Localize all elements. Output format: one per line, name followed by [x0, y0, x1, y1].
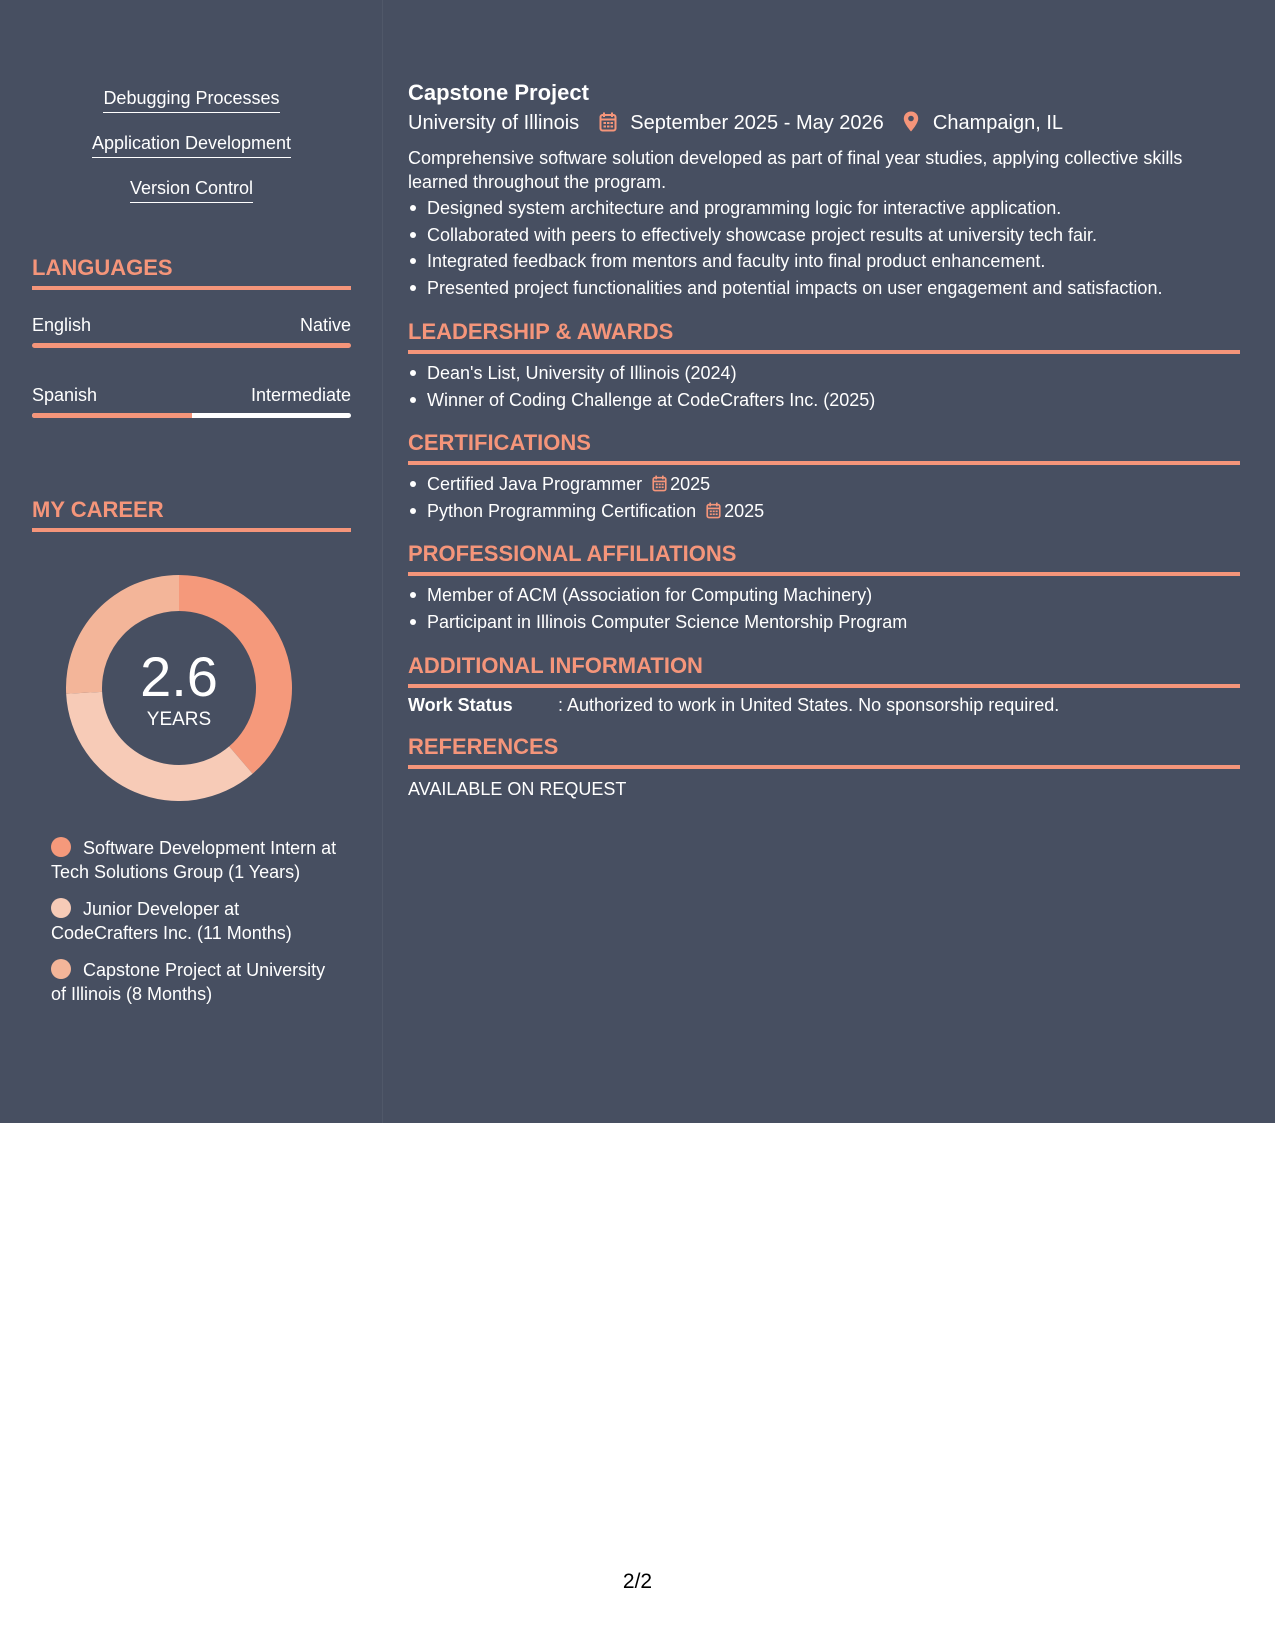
leadership-heading: LEADERSHIP & AWARDS	[408, 318, 1240, 354]
skill-label: Debugging Processes	[103, 86, 279, 113]
language-level: Native	[299, 315, 351, 335]
certification-name: Python Programming Certification	[427, 500, 697, 521]
list-item: Collaborated with peers to effectively showcase project results at university tech fair.	[408, 222, 1162, 249]
calendar-icon	[652, 475, 667, 492]
list-item	[408, 498, 764, 525]
legend-item	[51, 958, 341, 1006]
legend-dot	[51, 837, 71, 857]
certification-date	[706, 498, 764, 525]
location-pin-icon	[903, 111, 919, 139]
legend-label: Software Development Intern at Tech Solutions Group (1 Years)	[51, 838, 337, 882]
list-item: Designed system architecture and programming logic for interactive application.	[408, 195, 1162, 222]
work-status-label: Work Status	[408, 695, 513, 715]
certification-date	[652, 471, 710, 498]
page-number: 2/2	[622, 1570, 653, 1593]
project-bullets	[408, 195, 1162, 301]
career-total: 2.6	[140, 645, 218, 708]
language-bar-fill	[32, 413, 192, 418]
list-item: Winner of Coding Challenge at CodeCrafters Inc. (2025)	[408, 387, 875, 414]
legend-label: Junior Developer at CodeCrafters Inc. (11 Months)	[51, 899, 292, 943]
work-status-value: : Authorized to work in United States. No sponsorship required.	[558, 695, 1060, 715]
career-heading: MY CAREER	[32, 496, 351, 532]
certification-year: 2025	[724, 500, 765, 521]
language-name: English	[32, 315, 92, 335]
list-item: Participant in Illinois Computer Science Mentorship Program	[408, 609, 907, 636]
work-status-row	[408, 693, 1059, 717]
legend-item	[51, 897, 341, 945]
sidebar	[0, 0, 383, 1123]
project-organization: University of Illinois	[408, 112, 580, 134]
career-donut-chart	[66, 575, 292, 801]
list-item	[408, 471, 764, 498]
list-item: Presented project functionalities and potential impacts on user engagement and satisfaction.	[408, 275, 1162, 302]
calendar-icon	[706, 502, 721, 519]
legend-item	[51, 836, 341, 884]
languages-heading: LANGUAGES	[32, 254, 351, 290]
language-row-spanish	[32, 383, 351, 407]
legend-dot	[51, 959, 71, 979]
skill-label: Version Control	[130, 176, 253, 203]
language-bar-spanish	[32, 413, 351, 418]
list-item: Dean's List, University of Illinois (2024)	[408, 360, 875, 387]
language-bar-english	[32, 343, 351, 348]
skill-list	[32, 86, 351, 221]
references-text: AVAILABLE ON REQUEST	[408, 779, 627, 799]
certification-year: 2025	[670, 474, 711, 494]
career-legend	[51, 836, 341, 1019]
career-donut-center	[66, 575, 292, 801]
project-meta	[408, 110, 1063, 139]
project-location: Champaign, IL	[932, 112, 1063, 134]
list-item: Member of ACM (Association for Computing Machinery)	[408, 582, 907, 609]
legend-dot	[51, 898, 71, 918]
calendar-icon	[599, 112, 617, 139]
additional-info-heading: ADDITIONAL INFORMATION	[408, 652, 1240, 688]
certifications-heading: CERTIFICATIONS	[408, 429, 1240, 465]
certifications-list	[408, 471, 764, 524]
skill-item	[32, 176, 351, 221]
leadership-list	[408, 360, 875, 413]
language-bar-fill	[32, 343, 351, 348]
project-description: Comprehensive software solution developed as part of final year studies, applying collective skills learned throughout the program.	[408, 148, 1183, 192]
main-content	[408, 0, 1240, 1123]
certification-name: Certified Java Programmer	[427, 474, 643, 494]
language-name: Spanish	[32, 385, 98, 405]
affiliations-heading: PROFESSIONAL AFFILIATIONS	[408, 540, 1240, 576]
language-row-english	[32, 313, 351, 337]
references-heading: REFERENCES	[408, 733, 1240, 769]
career-unit: YEARS	[146, 709, 212, 730]
legend-label: Capstone Project at University of Illinois (8 Months)	[51, 960, 326, 1004]
affiliations-list	[408, 582, 907, 635]
project-dates: September 2025 - May 2026	[630, 112, 884, 134]
list-item: Integrated feedback from mentors and faculty into final product enhancement.	[408, 248, 1162, 275]
language-level: Intermediate	[250, 385, 351, 405]
skill-item	[32, 86, 351, 131]
skill-label: Application Development	[92, 131, 291, 158]
skill-item	[32, 131, 351, 176]
project-title: Capstone Project	[408, 80, 589, 105]
